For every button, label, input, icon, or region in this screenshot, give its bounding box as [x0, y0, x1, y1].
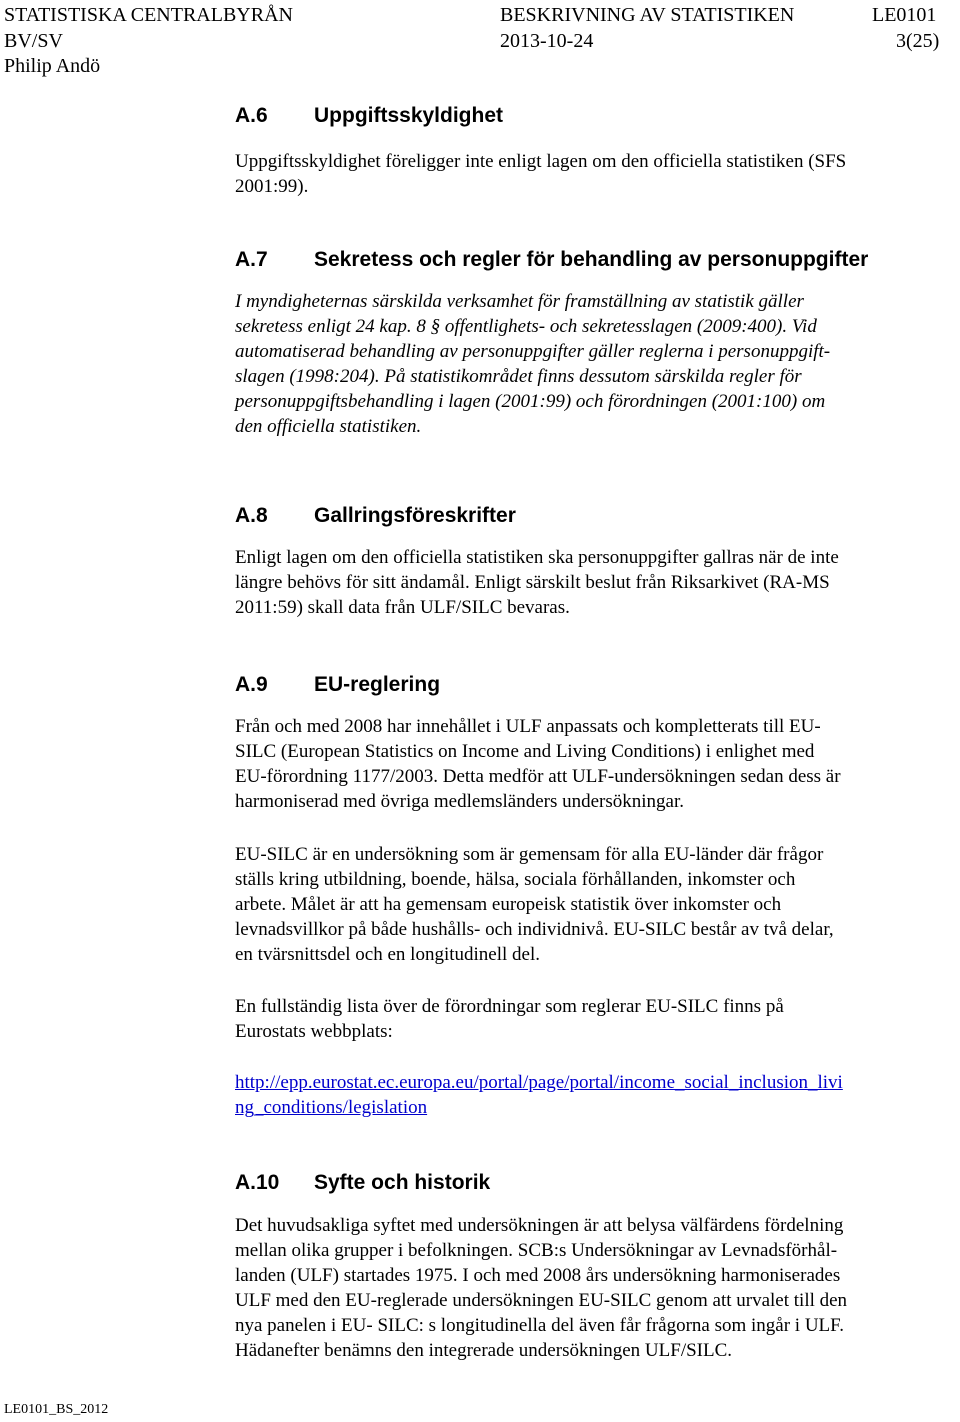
footer-code: LE0101_BS_2012 — [4, 1402, 109, 1417]
text-line: levnadsvillkor på både hushålls- och individnivå. EU-SILC består av två delar, — [235, 919, 834, 940]
text-line: En fullständig lista över de förordningar som reglerar EU-SILC finns på — [235, 996, 784, 1017]
section-a10-number: A.10 — [235, 1171, 280, 1194]
text-line: 2001:99). — [235, 176, 309, 197]
section-a8-number: A.8 — [235, 504, 268, 527]
section-a7-title: Sekretess och regler för behandling av personuppgifter — [314, 248, 869, 271]
text-line: längre behövs för sitt ändamål. Enligt särskilt beslut från Riksarkivet (RA-MS — [235, 572, 830, 593]
text-line: en tvärsnittsdel och en longitudinell del. — [235, 944, 540, 965]
text-line: automatiserad behandling av personuppgifter gäller reglerna i personuppgift- — [235, 341, 831, 362]
text-line: arbete. Målet är att ha gemensam europeisk statistik över inkomster och — [235, 894, 782, 915]
text-line: EU-SILC är en undersökning som är gemensam för alla EU-länder där frågor — [235, 844, 824, 865]
text-line: I myndigheternas särskilda verksamhet för framställning av statistik gäller — [235, 291, 804, 312]
text-line: harmoniserad med övriga medlemsländers undersökningar. — [235, 791, 685, 812]
text-line: 2011:59) skall data från ULF/SILC bevaras. — [235, 597, 570, 618]
text-line: ställs kring utbildning, boende, hälsa, sociala förhållanden, inkomster och — [235, 869, 796, 890]
section-a9-title: EU-reglering — [314, 673, 441, 696]
text-line: den officiella statistiken. — [235, 416, 422, 437]
section-a9-paragraph-3 — [235, 994, 945, 1044]
header-org: STATISTISKA CENTRALBYRÅN — [4, 4, 293, 26]
header-doc-code: LE0101 — [872, 4, 937, 26]
eurostat-legislation-link[interactable]: http://epp.eurostat.ec.europa.eu/portal/page/portal/income_social_inclusion_livi — [235, 1072, 843, 1093]
text-line: Det huvudsakliga syftet med undersökningen är att belysa välfärdens fördelning — [235, 1215, 844, 1236]
section-a9-paragraph-2 — [235, 842, 945, 967]
section-a6-body — [235, 149, 945, 199]
header-unit: BV/SV — [4, 30, 63, 52]
text-line: EU-förordning 1177/2003. Detta medför att ULF-undersökningen sedan dess är — [235, 766, 841, 787]
text-line: SILC (European Statistics on Income and Living Conditions) i enlighet med — [235, 741, 815, 762]
text-line: Enligt lagen om den officiella statistiken ska personuppgifter gallras när de inte — [235, 547, 839, 568]
section-a8-body — [235, 545, 945, 620]
section-a6-number: A.6 — [235, 104, 268, 127]
eurostat-link-block[interactable] — [235, 1070, 945, 1120]
section-a10-title: Syfte och historik — [314, 1171, 491, 1194]
text-line: Hädanefter benämns den integrerade undersökningen ULF/SILC. — [235, 1340, 733, 1361]
text-line: Uppgiftsskyldighet föreligger inte enligt lagen om den officiella statistiken (SFS — [235, 151, 847, 172]
text-line: personuppgiftsbehandling i lagen (2001:99) och förordningen (2001:100) om — [235, 391, 826, 412]
header-author: Philip Andö — [4, 55, 101, 77]
text-line: Eurostats webbplats: — [235, 1021, 393, 1042]
section-a6-title: Uppgiftsskyldighet — [314, 104, 504, 127]
section-a7-body — [235, 289, 945, 439]
text-line: mellan olika grupper i befolkningen. SCB:s Undersökningar av Levnadsförhål- — [235, 1240, 838, 1261]
text-line: landen (ULF) startades 1975. I och med 2008 års undersökning harmoniserades — [235, 1265, 841, 1286]
text-line: Från och med 2008 har innehållet i ULF anpassats och kompletterats till EU- — [235, 716, 821, 737]
section-a10-body — [235, 1213, 945, 1363]
section-a9-number: A.9 — [235, 673, 268, 696]
section-a7-number: A.7 — [235, 248, 268, 271]
text-line: slagen (1998:204). På statistikområdet finns dessutom särskilda regler för — [235, 366, 802, 387]
section-a9-paragraph-1 — [235, 714, 945, 814]
header-page-number: 3(25) — [896, 30, 940, 52]
header-date: 2013-10-24 — [500, 30, 594, 52]
header-doc-type: BESKRIVNING AV STATISTIKEN — [500, 4, 795, 26]
text-line: nya panelen i EU- SILC: s longitudinella del även får frågorna som ingår i ULF. — [235, 1315, 844, 1336]
eurostat-legislation-link[interactable]: ng_conditions/legislation — [235, 1097, 428, 1118]
text-line: ULF med den EU-reglerade undersökningen EU-SILC genom att urvalet till den — [235, 1290, 848, 1311]
text-line: sekretess enligt 24 kap. 8 § offentlighets- och sekretesslagen (2009:400). Vid — [235, 316, 817, 337]
section-a8-title: Gallringsföreskrifter — [314, 504, 516, 527]
